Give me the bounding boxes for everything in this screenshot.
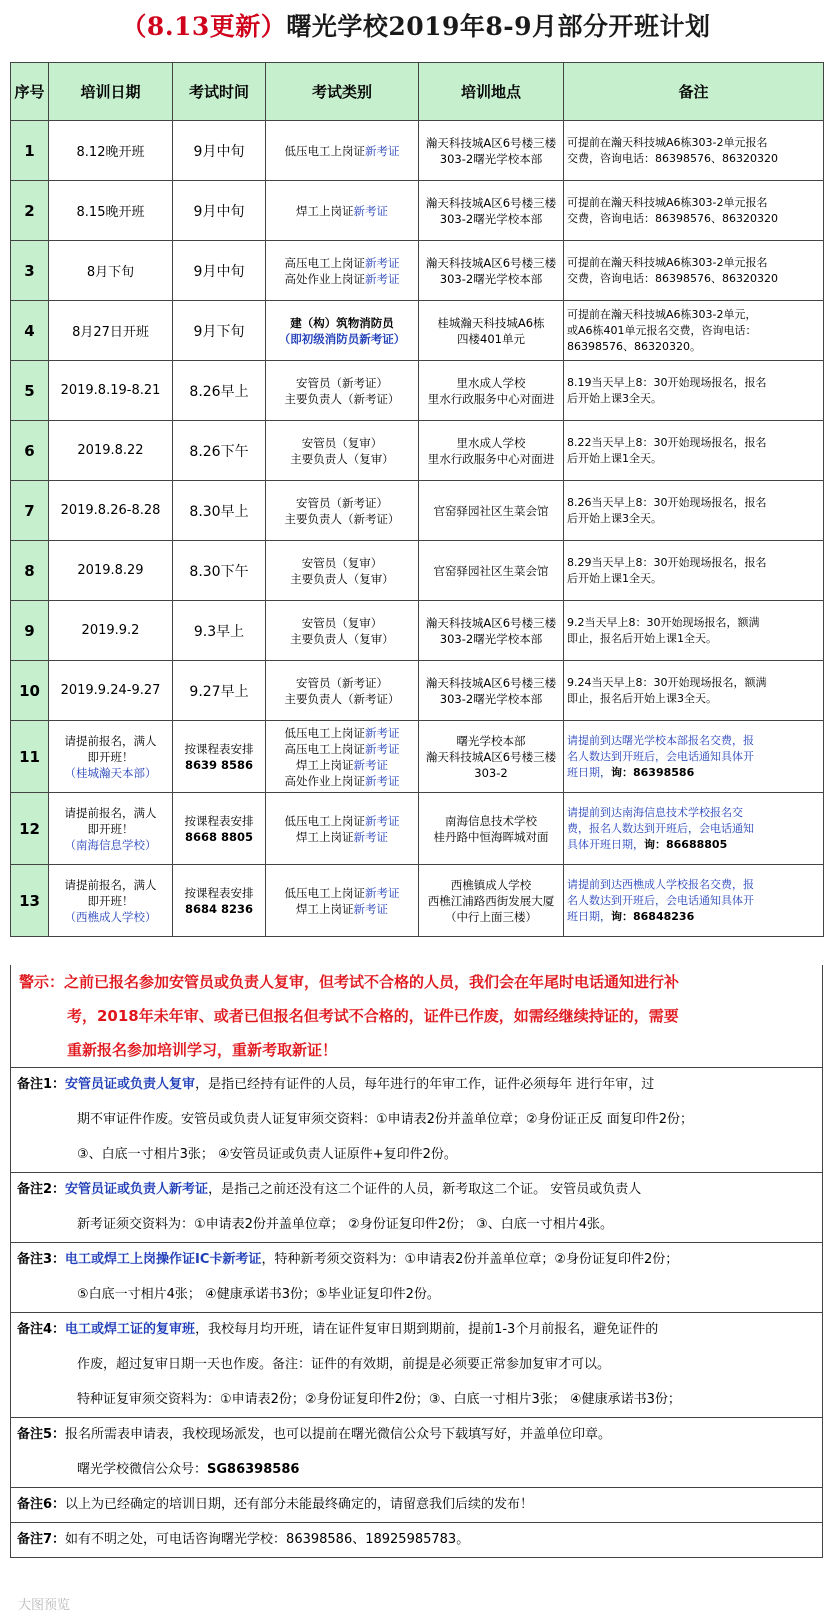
row-date: 8月下旬 <box>49 241 173 301</box>
row-remarks: 8.26当天早上8：30开始现场报名，报名 后开始上课3全天。 <box>564 481 824 541</box>
row-exam-time: 9月中旬 <box>173 241 266 301</box>
row-exam-time: 8.26下午 <box>173 421 266 481</box>
table-row <box>11 301 824 361</box>
row-date: 2019.9.24-9.27 <box>49 661 173 721</box>
row-no: 9 <box>11 601 49 661</box>
row-remarks: 8.29当天早上8：30开始现场报名，报名 后开始上课1全天。 <box>564 541 824 601</box>
table-row <box>11 541 824 601</box>
warning-block <box>10 965 823 1068</box>
row-exam-type: 高压电工上岗证新考证 高处作业上岗证新考证 <box>266 241 419 301</box>
row-exam-type: 低压电工上岗证新考证 焊工上岗证新考证 <box>266 793 419 865</box>
row-remarks: 请提前到达曙光学校本部报名交费，报 名人数达到开班后，会电话通知具体开 班日期，询：86398586 <box>564 721 824 793</box>
table-row <box>11 721 824 793</box>
note-2: 备注2：安管员证或负责人新考证，是指己之前还没有这二个证件的人员，新考取这二个证。 安管员或负责人 新考证须交资料为：①申请表2份并盖单位章； ②身份证复印件2份； ③、白底一寸相片4张。 <box>10 1172 823 1243</box>
row-exam-time: 9.27早上 <box>173 661 266 721</box>
row-exam-time: 9月中旬 <box>173 181 266 241</box>
table-header-row <box>11 63 824 121</box>
note-6: 备注6：以上为已经确定的培训日期，还有部分未能最终确定的，请留意我们后续的发布！ <box>10 1487 823 1523</box>
row-date: 请提前报名，满人 即开班！ （西樵成人学校） <box>49 865 173 937</box>
row-exam-type: 安管员（新考证） 主要负责人（新考证） <box>266 361 419 421</box>
row-date: 2019.9.2 <box>49 601 173 661</box>
note-4: 备注4：电工或焊工证的复审班，我校每月均开班，请在证件复审日期到期前，提前1-3个月前报名，避免证件的 作废，超过复审日期一天也作废。备注：证件的有效期，前提是必须要正常参加复审才可以。 特种证复审须交资料为：①申请表2份；②身份证复印件2份；③、白底一寸相片3张； ④健康承诺书3份； <box>10 1312 823 1418</box>
row-no: 2 <box>11 181 49 241</box>
note-1: 备注1：安管员证或负责人复审，是指已经持有证件的人员，每年进行的年审工作，证件必须每年 进行年审，过 期不审证件作废。安管员或负责人证复审须交资料：①申请表2份并盖单位章；②身份证正反 面复印件2份； ③、白底一寸相片3张； ④安管员证或负责人证原件+复印件2份。 <box>10 1067 823 1173</box>
header-exam-time: 考试时间 <box>173 63 266 121</box>
warning-line: 重新报名参加培训学习，重新考取新证！ <box>67 1041 338 1059</box>
title-main: 曙光学校2019年8-9月部分开班计划 <box>286 12 711 41</box>
table-row <box>11 241 824 301</box>
table-row <box>11 121 824 181</box>
row-date: 8.15晚开班 <box>49 181 173 241</box>
row-location: 瀚天科技城A区6号楼三楼 303-2曙光学校本部 <box>419 241 564 301</box>
row-no: 1 <box>11 121 49 181</box>
header-no: 序号 <box>11 63 49 121</box>
row-date: 请提前报名，满人 即开班！ （南海信息学校） <box>49 793 173 865</box>
row-remarks: 可提前在瀚天科技城A6栋303-2单元报名 交费，咨询电话：86398576、86320320 <box>564 241 824 301</box>
row-location: 瀚天科技城A区6号楼三楼 303-2曙光学校本部 <box>419 181 564 241</box>
row-exam-time: 9月下旬 <box>173 301 266 361</box>
page-title <box>0 0 832 50</box>
row-date: 8月27日开班 <box>49 301 173 361</box>
row-date: 8.12晚开班 <box>49 121 173 181</box>
row-exam-type: 低压电工上岗证新考证 高压电工上岗证新考证 焊工上岗证新考证 高处作业上岗证新考证 <box>266 721 419 793</box>
row-no: 10 <box>11 661 49 721</box>
table-row <box>11 421 824 481</box>
row-remarks: 可提前在瀚天科技城A6栋303-2单元报名 交费，咨询电话：86398576、86320320 <box>564 121 824 181</box>
row-remarks: 可提前在瀚天科技城A6栋303-2单元， 或A6栋401单元报名交费，咨询电话： 86398576、86320320。 <box>564 301 824 361</box>
row-location: 西樵镇成人学校 西樵江浦路西街发展大厦 （中行上面三楼） <box>419 865 564 937</box>
note-3: 备注3：电工或焊工上岗操作证IC卡新考证，特种新考须交资料为：①申请表2份并盖单位章；②身份证复印件2份； ⑤白底一寸相片4张； ④健康承诺书3份；⑤毕业证复印件2份。 <box>10 1242 823 1313</box>
row-exam-type: 安管员（新考证） 主要负责人（新考证） <box>266 481 419 541</box>
row-exam-time: 按课程表安排 8684 8236 <box>173 865 266 937</box>
row-no: 12 <box>11 793 49 865</box>
row-location: 里水成人学校 里水行政服务中心对面进 <box>419 421 564 481</box>
row-exam-type: 低压电工上岗证新考证 <box>266 121 419 181</box>
header-exam-type: 考试类别 <box>266 63 419 121</box>
row-remarks: 8.19当天早上8：30开始现场报名，报名 后开始上课3全天。 <box>564 361 824 421</box>
row-remarks: 9.2当天早上8：30开始现场报名，额满 即止，报名后开始上课1全天。 <box>564 601 824 661</box>
warning-line: 警示：之前已报名参加安管员或负责人复审，但考试不合格的人员，我们会在年尾时电话通知进行补 <box>19 973 680 991</box>
row-exam-time: 8.30早上 <box>173 481 266 541</box>
row-no: 5 <box>11 361 49 421</box>
warning-line: 考，2018年未年审、或者已但报名但考试不合格的，证件已作废，如需经继续持证的，需要 <box>67 1007 679 1025</box>
note-7: 备注7：如有不明之处，可电话咨询曙光学校：86398586、18925985783。 <box>10 1522 823 1558</box>
row-location: 曙光学校本部 瀚天科技城A区6号楼三楼 303-2 <box>419 721 564 793</box>
row-location: 官窑驿园社区生菜会馆 <box>419 481 564 541</box>
row-remarks: 可提前在瀚天科技城A6栋303-2单元报名 交费，咨询电话：86398576、86320320 <box>564 181 824 241</box>
row-remarks: 9.24当天早上8：30开始现场报名，额满 即止，报名后开始上课3全天。 <box>564 661 824 721</box>
note-5: 备注5：报名所需表申请表，我校现场派发，也可以提前在曙光微信公众号下载填写好，并盖单位印章。 曙光学校微信公众号：SG86398586 <box>10 1417 823 1488</box>
row-remarks: 请提前到达西樵成人学校报名交费，报 名人数达到开班后，会电话通知具体开 班日期，询：86848236 <box>564 865 824 937</box>
row-location: 瀚天科技城A区6号楼三楼 303-2曙光学校本部 <box>419 121 564 181</box>
row-exam-time: 按课程表安排 8668 8805 <box>173 793 266 865</box>
row-date: 请提前报名，满人 即开班！ （桂城瀚天本部） <box>49 721 173 793</box>
row-exam-time: 9.3早上 <box>173 601 266 661</box>
row-no: 4 <box>11 301 49 361</box>
table-row <box>11 793 824 865</box>
row-no: 6 <box>11 421 49 481</box>
row-no: 13 <box>11 865 49 937</box>
table-row <box>11 181 824 241</box>
table-row <box>11 865 824 937</box>
row-date: 2019.8.26-8.28 <box>49 481 173 541</box>
row-exam-type: 安管员（新考证） 主要负责人（新考证） <box>266 661 419 721</box>
row-no: 8 <box>11 541 49 601</box>
row-location: 里水成人学校 里水行政服务中心对面进 <box>419 361 564 421</box>
table-row <box>11 661 824 721</box>
row-no: 11 <box>11 721 49 793</box>
row-no: 7 <box>11 481 49 541</box>
row-location: 瀚天科技城A区6号楼三楼 303-2曙光学校本部 <box>419 601 564 661</box>
header-date: 培训日期 <box>49 63 173 121</box>
row-location: 官窑驿园社区生菜会馆 <box>419 541 564 601</box>
row-exam-type: 安管员（复审） 主要负责人（复审） <box>266 601 419 661</box>
row-remarks: 请提前到达南海信息技术学校报名交 费，报名人数达到开班后，会电话通知 具体开班日期，询：86688805 <box>564 793 824 865</box>
table-row <box>11 481 824 541</box>
row-date: 2019.8.19-8.21 <box>49 361 173 421</box>
row-date: 2019.8.29 <box>49 541 173 601</box>
row-exam-time: 8.26早上 <box>173 361 266 421</box>
row-exam-time: 按课程表安排 8639 8586 <box>173 721 266 793</box>
row-location: 南海信息技术学校 桂丹路中恒海晖城对面 <box>419 793 564 865</box>
row-date: 2019.8.22 <box>49 421 173 481</box>
row-exam-type: 安管员（复审） 主要负责人（复审） <box>266 541 419 601</box>
table-row <box>11 361 824 421</box>
row-exam-time: 8.30下午 <box>173 541 266 601</box>
row-exam-type: 安管员（复审） 主要负责人（复审） <box>266 421 419 481</box>
title-update-tag: （8.13更新） <box>121 12 287 41</box>
row-exam-type: 建（构）筑物消防员 （即初级消防员新考证） <box>266 301 419 361</box>
row-location: 桂城瀚天科技城A6栋 四楼401单元 <box>419 301 564 361</box>
row-remarks: 8.22当天早上8：30开始现场报名，报名 后开始上课1全天。 <box>564 421 824 481</box>
row-exam-type: 焊工上岗证新考证 <box>266 181 419 241</box>
row-exam-type: 低压电工上岗证新考证 焊工上岗证新考证 <box>266 865 419 937</box>
row-exam-time: 9月中旬 <box>173 121 266 181</box>
table-row <box>11 601 824 661</box>
row-no: 3 <box>11 241 49 301</box>
header-location: 培训地点 <box>419 63 564 121</box>
row-location: 瀚天科技城A区6号楼三楼 303-2曙光学校本部 <box>419 661 564 721</box>
header-remarks: 备注 <box>564 63 824 121</box>
schedule-table <box>10 62 824 937</box>
watermark: 大图预览 <box>18 1598 71 1613</box>
